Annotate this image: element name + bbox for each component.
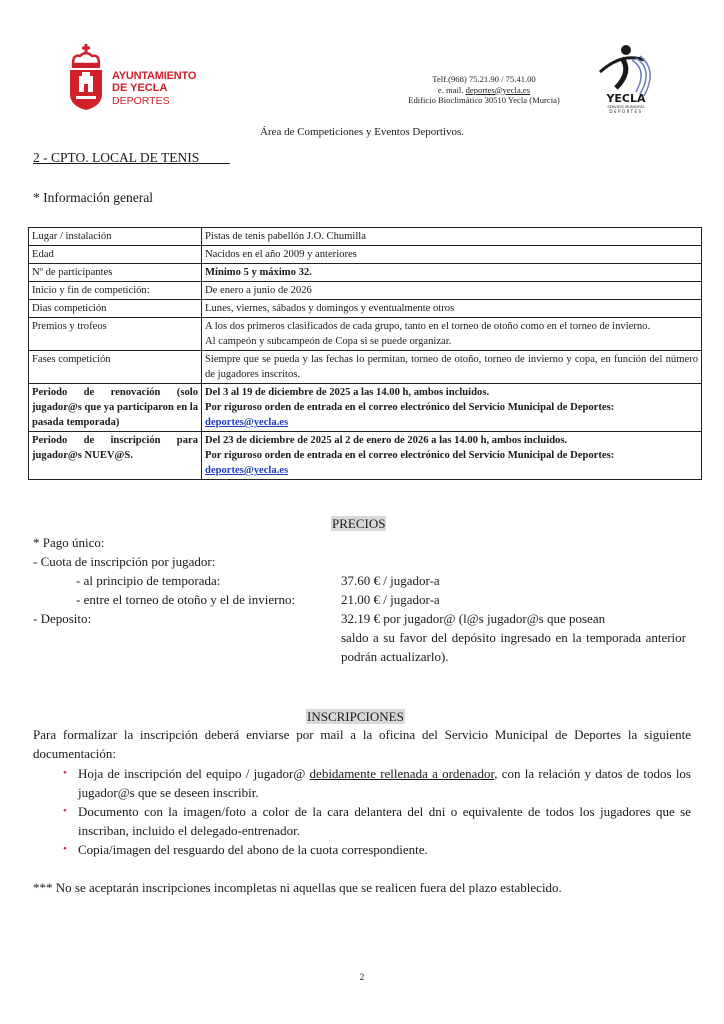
logo-text-yecla: YECLA [606, 92, 646, 105]
row-value [202, 384, 702, 432]
row-label: Edad [29, 246, 202, 264]
table-row [29, 264, 702, 282]
deposito-value-rest: saldo a su favor del depósito ingresado en la temporada anterior podrán actualizarlo). [341, 630, 686, 664]
row-value [202, 264, 702, 282]
table-row [29, 228, 702, 246]
table-row [29, 351, 702, 384]
area-subtitle: Área de Competiciones y Eventos Deportivos. [259, 126, 465, 138]
row-value [202, 300, 702, 318]
row-label: Premios y trofeos [29, 318, 202, 351]
row-value-line: Por riguroso orden de entrada en el correo electrónico del Servicio Municipal de Deportes: [205, 402, 615, 413]
row-label: Periodo de renovación (solo jugador@s que ya participaron en la pasada temporada) [29, 384, 202, 432]
deposito-value-line1: 32.19 € por jugador@ (l@s jugador@s que posean [341, 611, 606, 626]
table-row [29, 300, 702, 318]
row-label: Dias competición [29, 300, 202, 318]
row-value-line: Pistas de tenis pabellón J.O. Chumilla [205, 231, 366, 242]
row-value-line: Por riguroso orden de entrada en el correo electrónico del Servicio Municipal de Deportes: [205, 450, 615, 461]
row-value-line: Del 3 al 19 de diciembre de 2025 a las 14.00 h, ambos incluidos. [205, 387, 490, 398]
bullet-icon: • [63, 805, 67, 817]
price-item-value: 21.00 € / jugador-a [341, 592, 440, 607]
row-label: Nº de participantes [29, 264, 202, 282]
row-value-line: Al campeón y subcampeón de Copa si se puede organizar. [205, 336, 452, 347]
inscripciones-note: *** No se aceptarán inscripciones incompletas ni aquellas que se realicen fuera del plazo establecido. [33, 880, 562, 895]
row-value [202, 282, 702, 300]
contact-address: Edificio Bioclimático 30510 Yecla (Murcia) [408, 95, 560, 105]
row-value [202, 246, 702, 264]
row-label: Periodo de inscripción para jugador@s NUEV@S. [29, 432, 202, 480]
contact-phone: Telf.(968) 75.21.90 / 75.41.00 [432, 74, 536, 84]
row-value-line: Nacidos en el año 2009 y anteriores [205, 249, 357, 260]
list-item [33, 802, 691, 840]
cuota-label: - Cuota de inscripción por jugador: [33, 554, 216, 569]
row-value [202, 351, 702, 384]
doc-item-text: Copia/imagen del resguardo del abono de la cuota correspondiente. [78, 842, 428, 857]
inscripciones-heading [306, 708, 405, 726]
row-value-line: Lunes, viernes, sábados y domingos y eventualmente otros [205, 303, 455, 314]
table-row [29, 384, 702, 432]
email-prefix: e. mail. [437, 84, 466, 95]
row-label: Inicio y fin de competición: [29, 282, 202, 300]
row-label: Lugar / instalación [29, 228, 202, 246]
yecla-deportes-logo [592, 42, 660, 114]
doc-item-text: Documento con la imagen/foto a color de la cara delantera del dni o equivalente de todos los jugadores que se inscriban, incluido el delegado-entrenador. [78, 804, 691, 838]
org-name-line3: DEPORTES [112, 95, 170, 107]
precios-heading [331, 515, 386, 533]
logo-text-deportes: DEPORTES [609, 109, 643, 114]
table-row [29, 246, 702, 264]
info-heading: * Información general [33, 190, 153, 205]
page-number: 2 [359, 972, 365, 982]
page-title: 2 - CPTO. LOCAL DE TENIS [33, 150, 230, 165]
ayuntamiento-logo [68, 44, 203, 112]
athlete-figure-icon [592, 42, 660, 114]
doc-item-underlined: debidamente rellenada a ordenador [309, 766, 495, 781]
contact-email-line [398, 85, 570, 96]
row-value-line: De enero a junio de 2026 [205, 285, 312, 296]
org-name-line1: AYUNTAMIENTO [112, 70, 197, 82]
table-row [29, 282, 702, 300]
list-item [33, 840, 691, 859]
price-item-label: - al principio de temporada: [76, 573, 221, 588]
inscripciones-intro: Para formalizar la inscripción deberá enviarse por mail a la oficina del Servicio Municipal de Deportes la siguiente documentación: [33, 727, 691, 761]
list-item [33, 764, 691, 802]
contact-email-link[interactable]: deportes@yecla.es [465, 84, 531, 95]
precios-heading-text: PRECIOS [332, 516, 386, 531]
row-value-line: A los dos primeros clasificados de cada grupo, tanto en el torneo de otoño como en el torneo de invierno. [205, 321, 651, 332]
doc-item-text: Hoja de inscripción del equipo / jugador@ [78, 766, 310, 781]
deposito-label: - Deposito: [33, 611, 92, 626]
table-row [29, 432, 702, 480]
row-value [202, 318, 702, 351]
bullet-icon: • [63, 767, 67, 779]
logo-text-servicio: SERVICIO MUNICIPAL [607, 105, 645, 109]
inscripciones-heading-text: INSCRIPCIONES [307, 709, 404, 724]
doc-item-text-post: , con la relación y datos de todos los jugador@s que se deseen inscribir. [78, 766, 691, 800]
row-value [202, 228, 702, 246]
price-item-value: 37.60 € / jugador-a [341, 573, 440, 588]
required-documents-list [33, 764, 691, 859]
table-row [29, 318, 702, 351]
coat-of-arms-icon [68, 44, 104, 110]
row-value-line: Siempre que se pueda y las fechas lo permitan, torneo de otoño, torneo de invierno y copa, en función del número de jugadores inscritos. [205, 354, 698, 380]
org-name-line2: DE YECLA [112, 82, 168, 94]
email-link[interactable]: deportes@yecla.es [205, 465, 289, 476]
price-item-label: - entre el torneo de otoño y el de invierno: [76, 592, 296, 607]
email-link[interactable]: deportes@yecla.es [205, 417, 289, 428]
row-value [202, 432, 702, 480]
contact-info [398, 74, 570, 106]
bullet-icon: • [63, 843, 67, 855]
row-value-line: Del 23 de diciembre de 2025 al 2 de enero de 2026 a las 14.00 h, ambos incluidos. [205, 435, 568, 446]
row-value-line: Mínimo 5 y máximo 32. [205, 267, 312, 278]
pago-unico: * Pago único: [33, 535, 105, 550]
general-info-table [28, 227, 702, 480]
row-label: Fases competición [29, 351, 202, 384]
